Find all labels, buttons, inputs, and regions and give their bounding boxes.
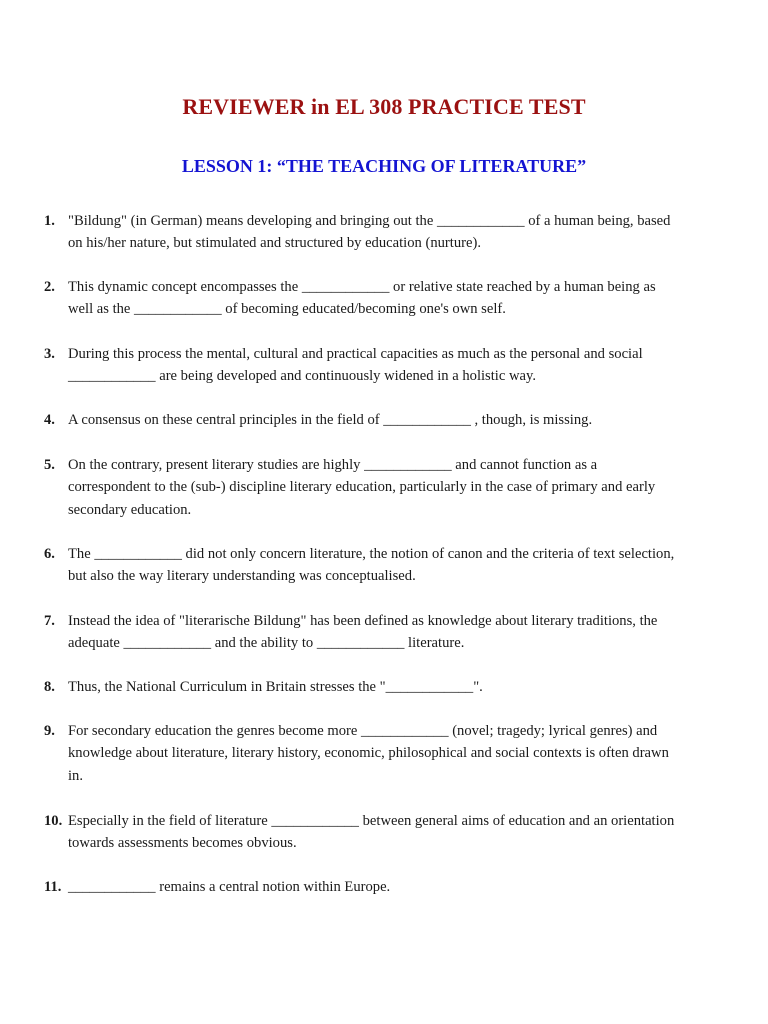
question-number: 10. <box>44 813 63 829</box>
question-number: 11. <box>44 879 62 895</box>
question-number: 1. <box>44 213 55 229</box>
question-item <box>44 210 677 255</box>
document-title: REVIEWER in EL 308 PRACTICE TEST <box>182 94 586 119</box>
question-item <box>44 276 677 321</box>
question-text: "Bildung" (in German) means developing and bringing out the ____________ of a human being, based on his/her nature, but stimulated and structured by education (nurture). <box>68 213 671 252</box>
question-number: 3. <box>44 346 55 362</box>
question-text: Thus, the National Curriculum in Britain stresses the "____________". <box>68 679 483 695</box>
question-number: 8. <box>44 679 55 695</box>
question-item <box>44 543 677 588</box>
question-number: 5. <box>44 457 55 473</box>
question-number: 9. <box>44 723 55 739</box>
question-text: Instead the idea of "literarische Bildung" has been defined as knowledge about literary traditions, the adequate ____________ and the ability to ____________ literature. <box>68 613 658 652</box>
question-number: 2. <box>44 279 55 295</box>
question-item <box>44 810 677 855</box>
question-text: Especially in the field of literature ____________ between general aims of education and an orientation towards assessments becomes obvious. <box>68 813 675 852</box>
question-number: 6. <box>44 546 55 562</box>
question-item <box>44 454 677 521</box>
question-item <box>44 876 677 898</box>
question-text: ____________ remains a central notion within Europe. <box>68 879 391 895</box>
question-item <box>44 343 677 388</box>
question-item <box>44 720 677 787</box>
question-text: For secondary education the genres become more ____________ (novel; tragedy; lyrical genres) and knowledge about literature, literary history, economic, philosophical and social contexts is often drawn in. <box>68 723 669 784</box>
question-text: On the contrary, present literary studies are highly ____________ and cannot function as a correspondent to the (sub-) discipline literary education, particularly in the case of primary and early secondary education. <box>68 457 656 518</box>
question-text: A consensus on these central principles in the field of ____________ , though, is missing. <box>68 412 593 428</box>
question-text: The ____________ did not only concern literature, the notion of canon and the criteria of text selection, but also the way literary understanding was conceptualised. <box>68 546 675 585</box>
question-item <box>44 676 677 698</box>
question-text: This dynamic concept encompasses the ____________ or relative state reached by a human being as well as the ____________ of becoming educated/becoming one's own self. <box>68 279 656 318</box>
question-item <box>44 409 677 431</box>
question-item <box>44 610 677 655</box>
question-text: During this process the mental, cultural and practical capacities as much as the personal and social ____________ are being developed and continuously widened in a holistic way. <box>68 346 643 385</box>
lesson-heading: LESSON 1: “THE TEACHING OF LITERATURE” <box>181 156 587 176</box>
question-number: 7. <box>44 613 55 629</box>
question-number: 4. <box>44 412 55 428</box>
